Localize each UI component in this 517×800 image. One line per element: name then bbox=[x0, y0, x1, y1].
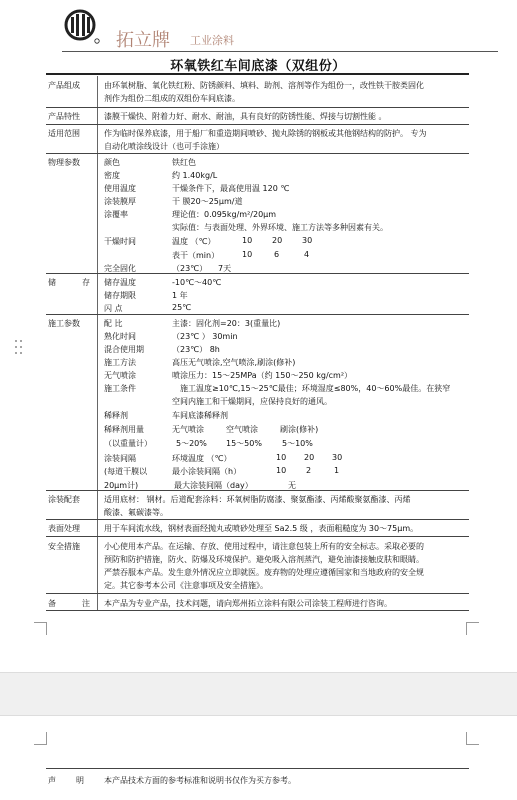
param-value: 1 年 bbox=[172, 291, 188, 300]
param-key: 施工方法 bbox=[104, 358, 136, 367]
company-logo-icon bbox=[62, 8, 102, 48]
safety-line-2: 预防和防护措施，防火、防爆及环境保护。避免吸入溶剂蒸汽，避免油漆接触皮肤和眼睛。 bbox=[104, 555, 424, 564]
composition-line-1: 由环氧树脂、氧化铁红粉、防锈颜料、填料、助剂、溶剂等作为组份一，改性铁干胺类固化 bbox=[104, 81, 424, 90]
row-divider bbox=[46, 610, 469, 611]
document-title: 环氧铁红车间底漆（双组份） bbox=[170, 59, 346, 74]
row-divider bbox=[46, 490, 469, 491]
condition-line-2: 空间内施工和干燥期间，应保持良好的通风。 bbox=[172, 397, 332, 406]
section-label-features: 产品特性 bbox=[48, 112, 80, 121]
row-divider bbox=[46, 314, 469, 315]
section-label-composition: 产品组成 bbox=[48, 81, 80, 90]
row-divider bbox=[46, 124, 469, 125]
label-column-divider bbox=[97, 76, 98, 611]
recoat-max-value: 无 bbox=[288, 481, 296, 490]
dry-temp-label: 温度 （℃） bbox=[172, 237, 216, 246]
brand-name: 拓立牌 bbox=[116, 30, 170, 51]
row-divider bbox=[46, 519, 469, 520]
param-key: 涂覆率 bbox=[104, 210, 128, 219]
recoat-temp-value: 30 bbox=[332, 453, 343, 462]
dry-surface-value: 6 bbox=[274, 250, 280, 259]
title-divider bbox=[46, 73, 469, 75]
recoat-min-label: 最小涂装间隔（h） bbox=[172, 467, 242, 476]
param-key: 稀释剂用量 bbox=[104, 425, 144, 434]
remarks-text: 本产品为专业产品，技术问题，请向郑州拓立涂料有限公司涂装工程师进行咨询。 bbox=[104, 599, 392, 608]
param-value: （23℃ ） 30min bbox=[172, 332, 238, 341]
thinner-method: 刷涂(修补) bbox=[280, 425, 319, 434]
section-label-construction: 施工参数 bbox=[48, 319, 80, 328]
dry-temp-value: 30 bbox=[302, 236, 313, 245]
section-label-usage: 适用范围 bbox=[48, 129, 80, 138]
param-key: 配 比 bbox=[104, 319, 123, 328]
dry-surface-label: 表干（min） bbox=[172, 251, 220, 260]
recoat-temp-label: 环境温度 （℃） bbox=[172, 454, 232, 463]
param-key: 稀释剂 bbox=[104, 411, 128, 420]
section-label-remarks-2: 注 bbox=[82, 599, 90, 608]
safety-line-1: 小心使用本产品。在运输、存放、使用过程中，请注意包装上所有的安全标志。采取必要的 bbox=[104, 542, 424, 551]
statement-text: 本产品技术方面的参考标准和说明书仅作为买方参考。 bbox=[104, 776, 296, 785]
param-value: -10℃～40℃ bbox=[172, 278, 222, 287]
param-key: 干燥时间 bbox=[104, 237, 136, 246]
features-text: 漆膜干燥快、附着力好、耐水、耐油，具有良好的防锈性能、焊接与切割性能 。 bbox=[104, 112, 387, 121]
section-label-system: 涂装配套 bbox=[48, 495, 80, 504]
thinner-range: 15～50% bbox=[226, 439, 262, 448]
row-divider bbox=[46, 593, 469, 594]
recoat-temp-value: 20 bbox=[304, 453, 315, 462]
param-key: 涂装膜厚 bbox=[104, 197, 136, 206]
system-line-1: 适用底材： 钢材。后道配套涂料：环氧树脂防腐漆、聚氨酯漆、丙烯酸聚氨酯漆、丙烯 bbox=[104, 495, 411, 504]
recoat-min-value: 10 bbox=[276, 466, 287, 475]
row-divider bbox=[46, 153, 469, 154]
crop-mark bbox=[34, 622, 47, 635]
crop-mark bbox=[466, 732, 479, 745]
param-key: 无气喷涂 bbox=[104, 371, 136, 380]
thinner-method: 无气喷涂 bbox=[172, 425, 204, 434]
section-label-storage-2: 存 bbox=[82, 278, 90, 287]
section-label-statement-2: 明 bbox=[76, 776, 84, 785]
param-value: 车间底漆稀释剂 bbox=[172, 411, 228, 420]
row-divider bbox=[46, 107, 469, 108]
section-label-physical: 物理参数 bbox=[48, 158, 80, 167]
safety-line-3: 严禁吞服本产品。发生意外情况应立即就医。废弃物的处理应遵循国家和当地政府的安全规 bbox=[104, 568, 424, 577]
header-divider bbox=[62, 51, 498, 52]
param-value: 干 膜20～25μm/道 bbox=[172, 197, 243, 206]
thinner-range: 5～10% bbox=[282, 439, 313, 448]
cure-value: 7天 bbox=[218, 264, 232, 273]
param-value: 喷涂压力：15～25MPa（约 150～250 kg/cm²） bbox=[172, 371, 353, 380]
param-value: 铁红色 bbox=[172, 158, 196, 167]
section-label-safety: 安全措施 bbox=[48, 542, 80, 551]
param-value: 25℃ bbox=[172, 303, 192, 312]
recoat-temp-value: 10 bbox=[276, 453, 287, 462]
section-label-surface: 表面处理 bbox=[48, 524, 80, 533]
composition-line-2: 剂作为组份二组成的双组份车间底漆。 bbox=[104, 94, 240, 103]
recoat-min-value: 1 bbox=[334, 466, 340, 475]
param-key: 颜色 bbox=[104, 158, 120, 167]
param-key: 闪 点 bbox=[104, 304, 123, 313]
thinner-range: 5～20% bbox=[176, 439, 207, 448]
row-divider bbox=[46, 768, 469, 769]
param-key: (每道干膜以 bbox=[104, 467, 148, 476]
param-key: 涂装间隔 bbox=[104, 454, 136, 463]
dry-temp-value: 20 bbox=[272, 236, 283, 245]
system-line-2: 酸漆、氟碳漆等。 bbox=[104, 508, 168, 517]
param-key: 储存期限 bbox=[104, 291, 136, 300]
param-key: 20μm计) bbox=[104, 481, 139, 490]
param-value: 主漆：固化剂=20：3(重量比) bbox=[172, 319, 281, 328]
param-key: 完全固化 bbox=[104, 264, 136, 273]
row-divider bbox=[46, 273, 469, 274]
param-key: 熟化时间 bbox=[104, 332, 136, 341]
section-label-storage-1: 储 bbox=[48, 278, 56, 287]
param-value: 理论值：0.095kg/m²/20μm bbox=[172, 210, 277, 219]
dry-temp-value: 10 bbox=[242, 236, 253, 245]
crop-mark bbox=[466, 622, 479, 635]
param-value: 高压无气喷涂,空气喷涂,刷涂(修补) bbox=[172, 358, 296, 367]
param-value: 约 1.40kg/L bbox=[172, 171, 218, 180]
param-key: 密度 bbox=[104, 171, 120, 180]
usage-line-2: 自动化喷涂线设计（也可手涂施） bbox=[104, 142, 224, 151]
safety-line-4: 定。其它参考本公司《注意事项及安全措施》。 bbox=[104, 581, 268, 590]
param-key: 混合使用期 bbox=[104, 345, 144, 354]
param-value: 干燥条件下，最高使用温 120 ℃ bbox=[172, 184, 290, 193]
usage-line-1: 作为临时保养底漆，用于船厂和重造期间喷砂、抛丸除锈的钢板或其他钢结构的防护。 专为 bbox=[104, 129, 427, 138]
brand-subtitle: 工业涂料 bbox=[190, 34, 234, 47]
param-key: 使用温度 bbox=[104, 184, 136, 193]
thinner-method: 空气喷涂 bbox=[226, 425, 258, 434]
row-divider bbox=[46, 536, 469, 537]
param-key: （以重量计） bbox=[104, 439, 152, 448]
page-gap bbox=[0, 672, 517, 716]
section-label-statement-1: 声 bbox=[48, 776, 56, 785]
section-label-remarks-1: 备 bbox=[48, 599, 56, 608]
param-key: 施工条件 bbox=[104, 384, 136, 393]
cure-temp: （23℃） bbox=[172, 264, 208, 273]
drag-handle-icon[interactable] bbox=[15, 340, 23, 356]
dry-surface-value: 4 bbox=[304, 250, 310, 259]
document-header bbox=[62, 8, 502, 50]
surface-text: 用于车间流水线，钢材表面经抛丸或喷砂处理至 Sa2.5 级 ，表面粗糙度为 30～75μm。 bbox=[104, 524, 419, 533]
param-key: 储存温度 bbox=[104, 278, 136, 287]
param-value: （23℃） 8h bbox=[172, 345, 220, 354]
crop-mark bbox=[34, 732, 47, 745]
recoat-max-label: 最大涂装间隔（day） bbox=[174, 481, 253, 490]
param-value: 实际值：与表面处理、外界环境、施工方法等多种因素有关。 bbox=[172, 223, 388, 232]
dry-surface-value: 10 bbox=[242, 250, 253, 259]
recoat-min-value: 2 bbox=[306, 466, 312, 475]
condition-line-1: 施工温度≥10℃,15～25℃最佳；环境湿度≤80%，40～60%最佳。在狭窄 bbox=[180, 384, 451, 393]
